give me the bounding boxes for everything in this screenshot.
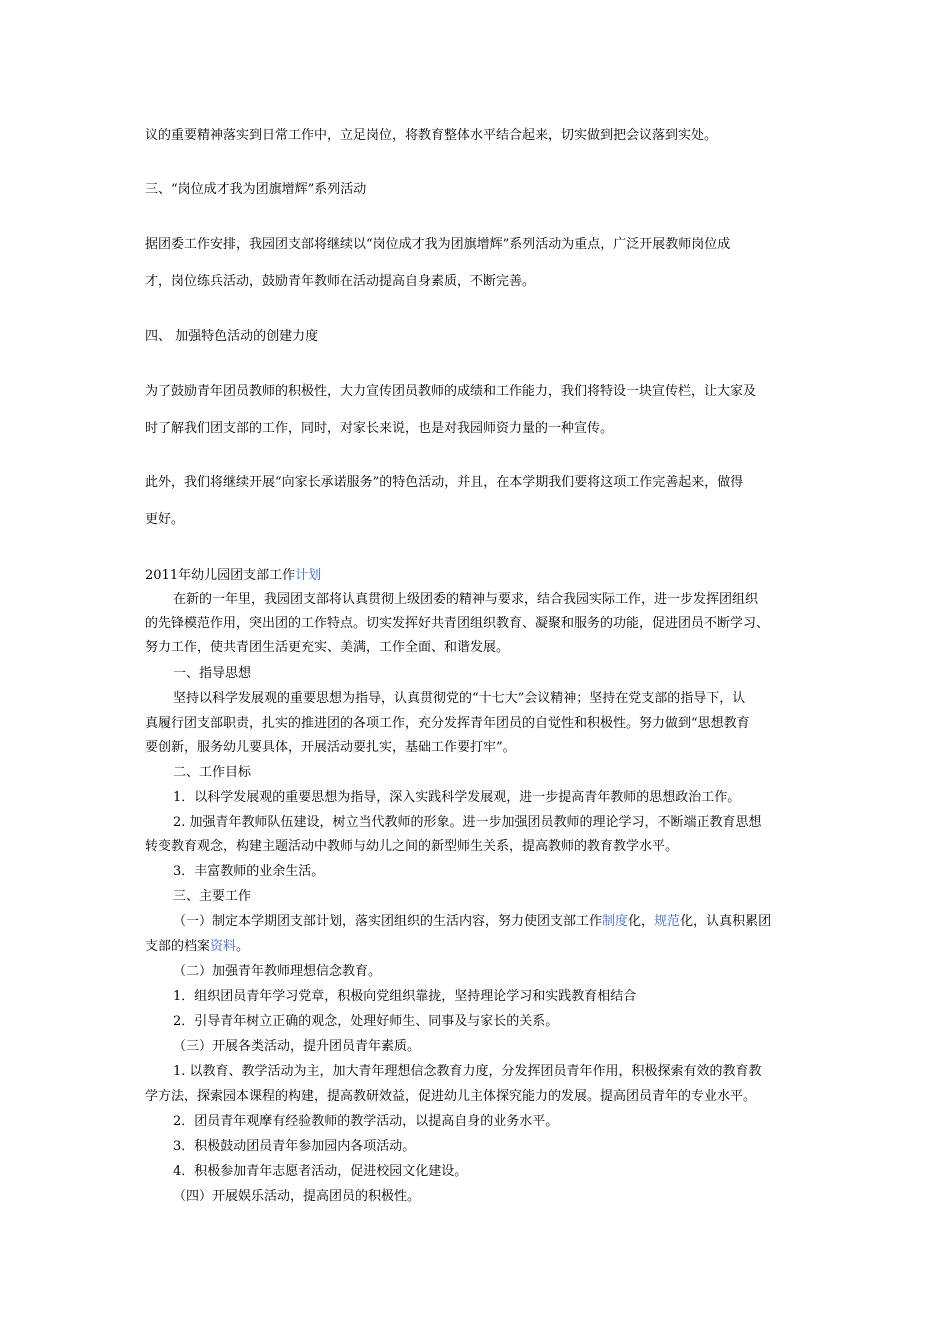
text-line: 此外，我们将继续开展“向家长承诺服务”的特色活动，并且，在本学期我们要将这项工作完善起来，做得: [145, 475, 744, 490]
text-line: 更好。: [145, 512, 185, 527]
subsection-heading: （三）开展各类活动，提升团员青年素质。: [173, 1039, 421, 1054]
text-line: 的先锋模范作用，突出团的工作特点。切实发挥好共青团组织教育、凝聚和服务的功能，促进团员不断学习、: [145, 616, 770, 631]
list-item: 3．积极鼓动团员青年参加园内各项活动。: [173, 1139, 416, 1154]
work-item-text: 支部的档案: [145, 939, 211, 954]
list-item: 1. 以教育、教学活动为主，加大青年理想信念教育力度，分发挥团员青年作用，积极探索有效的教育教: [173, 1064, 762, 1079]
text-line: 努力工作，使共青团生活更充实、美满，工作全面、和谐发展。: [145, 640, 510, 655]
text-line: 坚持以科学发展观的重要思想为指导，认真贯彻党的“十七大”会议精神；坚持在党支部的指导下，认: [173, 691, 746, 706]
text-line: 学方法，探索园本课程的构建，提高教研效益，促进幼儿主体探究能力的发展。提高团员青年的专业水平。: [145, 1089, 757, 1104]
text-line: 据团委工作安排，我园团支部将继续以“岗位成才我为团旗增辉”系列活动为重点，广泛开展教师岗位成: [145, 237, 731, 252]
list-item: 2．引导青年树立正确的观念，处理好师生、同事及与家长的关系。: [173, 1014, 559, 1029]
list-item: 2. 加强青年教师队伍建设，树立当代教师的形象。进一步加强团员教师的理论学习，不断端正教育思想: [173, 815, 762, 830]
work-item-text: 化，: [628, 914, 655, 929]
work-item-1-line2: [145, 936, 810, 958]
list-item: 3．丰富教师的业余生活。: [173, 864, 325, 879]
list-item: 1．以科学发展观的重要思想为指导，深入实践科学发展观，进一步提高青年教师的思想政治工作。: [173, 790, 741, 805]
list-item: 2．团员青年观摩有经验教师的教学活动，以提高自身的业务水平。: [173, 1114, 559, 1129]
section-heading: 三、主要工作: [173, 889, 252, 904]
text-line: 真履行团支部职责，扎实的推进团的各项工作，充分发挥青年团员的自觉性和积极性。努力做到“思想教育: [145, 716, 750, 731]
text-line: 为了鼓励青年团员教师的积极性，大力宣传团员教师的成绩和工作能力，我们将特设一块宣传栏，让大家及: [145, 384, 757, 399]
work-item-text: 化，认真积累团: [680, 914, 772, 929]
plan-title: [145, 565, 810, 587]
text-line: 才，岗位练兵活动，鼓励青年教师在活动提高自身素质，不断完善。: [145, 274, 536, 289]
link-zhidu[interactable]: 制度: [602, 914, 629, 929]
link-guifan[interactable]: 规范: [654, 914, 681, 929]
work-item-1: [145, 911, 810, 933]
list-item: 1．组织团员青年学习党章，积极向党组织靠拢，坚持理论学习和实践教育相结合: [173, 989, 637, 1004]
plan-title-text: 2011年幼儿园团支部工作: [145, 568, 296, 583]
text-line: 要创新，服务幼儿要具体，开展活动要扎实，基础工作要打牢”。: [145, 740, 516, 755]
work-item-text: 。: [236, 939, 250, 954]
list-item: 4．积极参加青年志愿者活动，促进校园文化建设。: [173, 1164, 468, 1179]
text-line: 转变教育观念，构建主题活动中教师与幼儿之间的新型师生关系，提高教师的教育教学水平。: [145, 839, 679, 854]
section-heading: 三、“岗位成才我为团旗增辉”系列活动: [145, 182, 367, 197]
section-heading: 一、指导思想: [173, 666, 252, 681]
subsection-heading: （二）加强青年教师理想信念教育。: [173, 964, 382, 979]
work-item-text: （一）制定本学期团支部计划，落实团组织的生活内容，努力使团支部工作: [173, 914, 603, 929]
link-ziliao[interactable]: 资料: [210, 939, 237, 954]
text-line: 在新的一年里，我园团支部将认真贯彻上级团委的精神与要求，结合我园实际工作，进一步发挥团组织: [173, 592, 759, 607]
plan-title-link[interactable]: 计划: [295, 568, 322, 583]
section-heading: 二、工作目标: [173, 765, 252, 780]
section-heading: 四、 加强特色活动的创建力度: [145, 329, 319, 344]
text-line: 时了解我们团支部的工作，同时，对家长来说，也是对我园师资力量的一种宣传。: [145, 421, 614, 436]
text-line: 议的重要精神落实到日常工作中，立足岗位，将教育整体水平结合起来，切实做到把会议落到实处。: [145, 128, 718, 143]
subsection-heading: （四）开展娱乐活动，提高团员的积极性。: [173, 1189, 421, 1204]
